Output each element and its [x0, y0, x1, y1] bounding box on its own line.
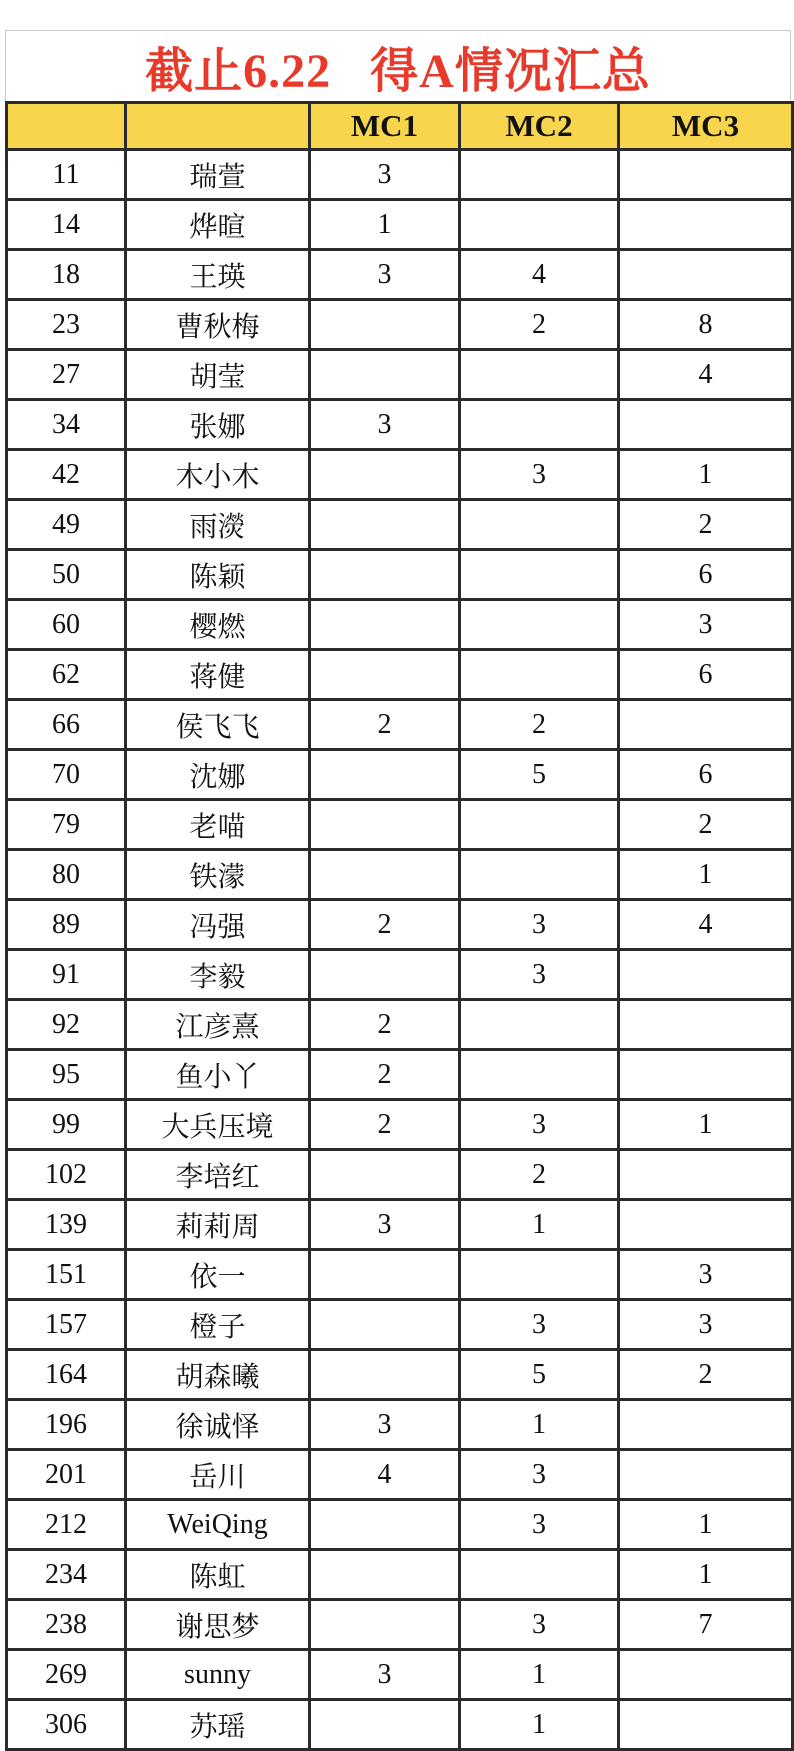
table-row	[7, 1300, 793, 1350]
mc1-cell	[310, 550, 460, 600]
mc1-cell: 1	[310, 200, 460, 250]
mc2-cell: 5	[460, 750, 619, 800]
table-row	[7, 800, 793, 850]
name-cell: 陈颖	[126, 550, 310, 600]
table-row	[7, 900, 793, 950]
mc1-cell: 3	[310, 250, 460, 300]
mc2-cell: 4	[460, 250, 619, 300]
title-row	[5, 30, 791, 101]
table-row	[7, 1050, 793, 1100]
table-row	[7, 450, 793, 500]
name-cell: 鱼小丫	[126, 1050, 310, 1100]
mc3-cell	[619, 1700, 793, 1750]
table-row	[7, 600, 793, 650]
mc2-cell	[460, 800, 619, 850]
table-row	[7, 1100, 793, 1150]
mc2-cell: 3	[460, 950, 619, 1000]
mc1-cell	[310, 500, 460, 550]
id-cell: 269	[7, 1650, 126, 1700]
table-row	[7, 1700, 793, 1750]
mc2-cell: 3	[460, 1450, 619, 1500]
mc2-cell: 1	[460, 1200, 619, 1250]
id-cell: 306	[7, 1700, 126, 1750]
id-cell: 34	[7, 400, 126, 450]
name-cell: 江彦熹	[126, 1000, 310, 1050]
id-cell: 62	[7, 650, 126, 700]
mc3-cell: 1	[619, 450, 793, 500]
mc2-cell: 1	[460, 1650, 619, 1700]
table-row	[7, 650, 793, 700]
id-cell: 196	[7, 1400, 126, 1450]
table-row	[7, 550, 793, 600]
mc1-cell: 3	[310, 150, 460, 200]
mc2-cell: 2	[460, 1150, 619, 1200]
mc1-cell: 3	[310, 1650, 460, 1700]
table-row	[7, 1450, 793, 1500]
mc1-cell: 3	[310, 1400, 460, 1450]
table-row	[7, 700, 793, 750]
table-row	[7, 1500, 793, 1550]
id-cell: 201	[7, 1450, 126, 1500]
mc3-cell: 1	[619, 1500, 793, 1550]
mc3-cell	[619, 1050, 793, 1100]
table-row	[7, 1650, 793, 1700]
id-cell: 92	[7, 1000, 126, 1050]
mc2-cell	[460, 1250, 619, 1300]
id-cell: 102	[7, 1150, 126, 1200]
name-cell: 橙子	[126, 1300, 310, 1350]
id-cell: 91	[7, 950, 126, 1000]
table-row	[7, 300, 793, 350]
header-mc1: MC1	[310, 103, 460, 150]
mc3-cell: 1	[619, 850, 793, 900]
header-mc3: MC3	[619, 103, 793, 150]
id-cell: 99	[7, 1100, 126, 1150]
id-cell: 42	[7, 450, 126, 500]
mc1-cell	[310, 1350, 460, 1400]
id-cell: 238	[7, 1600, 126, 1650]
mc3-cell: 6	[619, 550, 793, 600]
mc3-cell: 3	[619, 1250, 793, 1300]
mc3-cell	[619, 400, 793, 450]
id-cell: 50	[7, 550, 126, 600]
mc3-cell: 6	[619, 750, 793, 800]
mc1-cell	[310, 1700, 460, 1750]
mc2-cell: 2	[460, 700, 619, 750]
id-cell: 18	[7, 250, 126, 300]
id-cell: 14	[7, 200, 126, 250]
mc1-cell: 2	[310, 1100, 460, 1150]
mc2-cell: 2	[460, 300, 619, 350]
mc3-cell	[619, 1650, 793, 1700]
mc3-cell	[619, 1200, 793, 1250]
mc2-cell: 3	[460, 1100, 619, 1150]
mc1-cell	[310, 350, 460, 400]
header-name	[126, 103, 310, 150]
sheet-title: 截止6.22 得A情况汇总	[145, 44, 651, 98]
name-cell: 瑞萱	[126, 150, 310, 200]
id-cell: 212	[7, 1500, 126, 1550]
mc2-cell: 1	[460, 1400, 619, 1450]
id-cell: 139	[7, 1200, 126, 1250]
mc3-cell	[619, 1150, 793, 1200]
mc1-cell: 3	[310, 1200, 460, 1250]
name-cell: 侯飞飞	[126, 700, 310, 750]
mc2-cell	[460, 650, 619, 700]
name-cell: 烨暄	[126, 200, 310, 250]
table-row	[7, 1150, 793, 1200]
mc2-cell	[460, 500, 619, 550]
mc1-cell	[310, 1300, 460, 1350]
mc3-cell: 1	[619, 1550, 793, 1600]
name-cell: 苏瑶	[126, 1700, 310, 1750]
mc3-cell: 7	[619, 1600, 793, 1650]
table-row	[7, 750, 793, 800]
id-cell: 157	[7, 1300, 126, 1350]
mc1-cell	[310, 1600, 460, 1650]
mc1-cell	[310, 1150, 460, 1200]
id-cell: 66	[7, 700, 126, 750]
mc2-cell	[460, 400, 619, 450]
id-cell: 80	[7, 850, 126, 900]
mc2-cell: 5	[460, 1350, 619, 1400]
mc3-cell	[619, 150, 793, 200]
mc2-cell	[460, 1050, 619, 1100]
mc2-cell: 3	[460, 1500, 619, 1550]
mc3-cell	[619, 700, 793, 750]
name-cell: 谢思梦	[126, 1600, 310, 1650]
mc2-cell: 3	[460, 900, 619, 950]
name-cell: 铁濛	[126, 850, 310, 900]
name-cell: 老喵	[126, 800, 310, 850]
mc1-cell: 2	[310, 700, 460, 750]
table-row	[7, 950, 793, 1000]
table-body	[7, 150, 793, 1750]
mc1-cell	[310, 300, 460, 350]
table-row	[7, 1200, 793, 1250]
mc2-cell	[460, 1550, 619, 1600]
mc2-cell	[460, 1000, 619, 1050]
table-row	[7, 150, 793, 200]
table-row	[7, 500, 793, 550]
mc2-cell	[460, 600, 619, 650]
mc3-cell: 1	[619, 1100, 793, 1150]
id-cell: 27	[7, 350, 126, 400]
name-cell: 张娜	[126, 400, 310, 450]
mc3-cell: 3	[619, 1300, 793, 1350]
mc1-cell: 4	[310, 1450, 460, 1500]
mc1-cell	[310, 800, 460, 850]
mc3-cell: 4	[619, 900, 793, 950]
summary-table	[5, 101, 794, 1751]
table-row	[7, 1000, 793, 1050]
mc3-cell: 2	[619, 800, 793, 850]
mc2-cell	[460, 550, 619, 600]
table-row	[7, 1400, 793, 1450]
id-cell: 49	[7, 500, 126, 550]
name-cell: 陈虹	[126, 1550, 310, 1600]
name-cell: 雨濙	[126, 500, 310, 550]
mc2-cell	[460, 200, 619, 250]
mc3-cell	[619, 200, 793, 250]
mc2-cell	[460, 150, 619, 200]
name-cell: 依一	[126, 1250, 310, 1300]
name-cell: sunny	[126, 1650, 310, 1700]
id-cell: 234	[7, 1550, 126, 1600]
mc1-cell: 2	[310, 900, 460, 950]
mc3-cell: 4	[619, 350, 793, 400]
name-cell: 樱燃	[126, 600, 310, 650]
name-cell: WeiQing	[126, 1500, 310, 1550]
id-cell: 164	[7, 1350, 126, 1400]
name-cell: 莉莉周	[126, 1200, 310, 1250]
table-row	[7, 1350, 793, 1400]
mc1-cell	[310, 1550, 460, 1600]
id-cell: 95	[7, 1050, 126, 1100]
mc1-cell: 2	[310, 1000, 460, 1050]
mc1-cell	[310, 450, 460, 500]
id-cell: 60	[7, 600, 126, 650]
name-cell: 岳川	[126, 1450, 310, 1500]
name-cell: 曹秋梅	[126, 300, 310, 350]
id-cell: 89	[7, 900, 126, 950]
name-cell: 蒋健	[126, 650, 310, 700]
table-row	[7, 350, 793, 400]
name-cell: 冯强	[126, 900, 310, 950]
mc3-cell	[619, 1400, 793, 1450]
mc1-cell	[310, 1500, 460, 1550]
name-cell: 王瑛	[126, 250, 310, 300]
spreadsheet	[5, 30, 791, 1751]
mc2-cell: 3	[460, 1600, 619, 1650]
mc1-cell	[310, 600, 460, 650]
name-cell: 木小木	[126, 450, 310, 500]
mc2-cell: 3	[460, 1300, 619, 1350]
name-cell: 沈娜	[126, 750, 310, 800]
mc1-cell	[310, 750, 460, 800]
name-cell: 胡莹	[126, 350, 310, 400]
mc3-cell	[619, 1450, 793, 1500]
mc2-cell: 1	[460, 1700, 619, 1750]
mc3-cell: 6	[619, 650, 793, 700]
header-row	[7, 103, 793, 150]
name-cell: 胡森曦	[126, 1350, 310, 1400]
mc2-cell: 3	[460, 450, 619, 500]
name-cell: 李培红	[126, 1150, 310, 1200]
mc1-cell	[310, 950, 460, 1000]
name-cell: 徐诚怿	[126, 1400, 310, 1450]
name-cell: 大兵压境	[126, 1100, 310, 1150]
table-row	[7, 400, 793, 450]
table-row	[7, 850, 793, 900]
table-row	[7, 200, 793, 250]
name-cell: 李毅	[126, 950, 310, 1000]
table-row	[7, 1600, 793, 1650]
mc2-cell	[460, 850, 619, 900]
table-row	[7, 250, 793, 300]
mc3-cell: 2	[619, 1350, 793, 1400]
mc3-cell	[619, 250, 793, 300]
mc1-cell: 3	[310, 400, 460, 450]
id-cell: 70	[7, 750, 126, 800]
header-mc2: MC2	[460, 103, 619, 150]
table-row	[7, 1250, 793, 1300]
mc3-cell	[619, 1000, 793, 1050]
id-cell: 79	[7, 800, 126, 850]
table-row	[7, 1550, 793, 1600]
mc1-cell	[310, 650, 460, 700]
mc1-cell	[310, 1250, 460, 1300]
mc3-cell: 3	[619, 600, 793, 650]
id-cell: 151	[7, 1250, 126, 1300]
mc3-cell: 2	[619, 500, 793, 550]
mc3-cell	[619, 950, 793, 1000]
mc1-cell	[310, 850, 460, 900]
mc1-cell: 2	[310, 1050, 460, 1100]
header-id	[7, 103, 126, 150]
mc2-cell	[460, 350, 619, 400]
mc3-cell: 8	[619, 300, 793, 350]
id-cell: 23	[7, 300, 126, 350]
id-cell: 11	[7, 150, 126, 200]
